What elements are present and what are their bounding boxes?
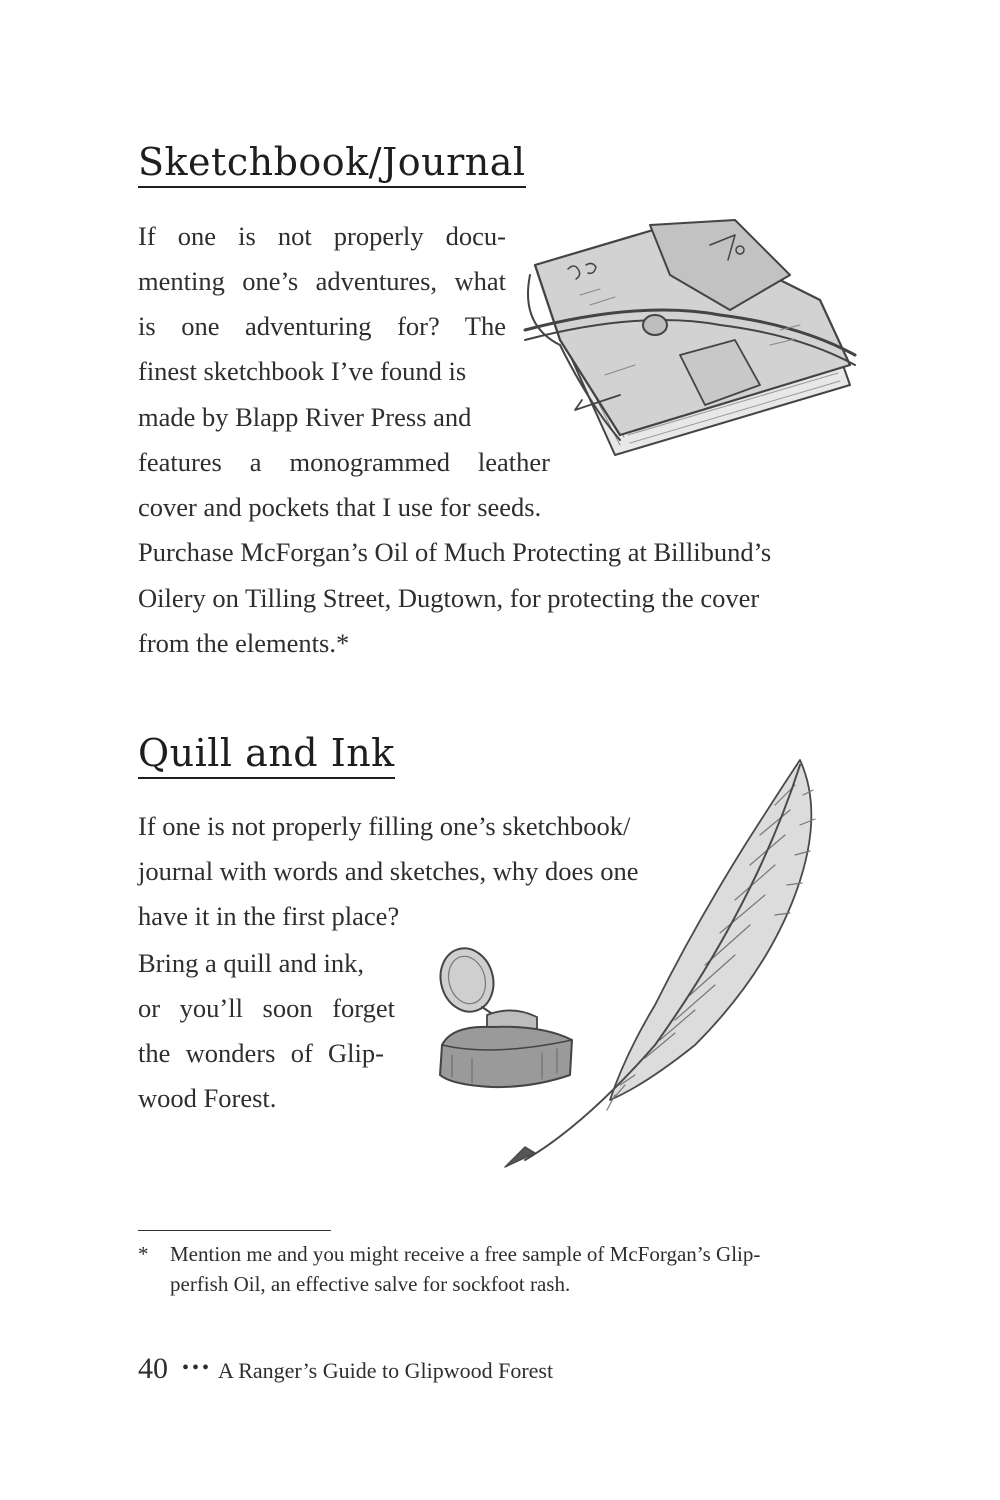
leather-journal-sketch (520, 205, 865, 475)
body-line: Oilery on Tilling Street, Dugtown, for protecting the cover (138, 583, 760, 613)
body-line: menting one’s adventures, what (138, 266, 506, 296)
body-line: features a monogrammed leather (138, 447, 550, 477)
body-line: the wonders of Glip- (138, 1038, 384, 1068)
body-line: journal with words and sketches, why does one (138, 856, 639, 886)
body-line: from the elements.* (138, 628, 350, 658)
footnote-divider (138, 1230, 331, 1231)
body-line: have it in the first place? (138, 901, 400, 931)
body-line: If one is not properly docu- (138, 221, 506, 251)
body-line: finest sketchbook I’ve found is (138, 356, 467, 386)
body-line: wood Forest. (138, 1083, 277, 1113)
footnote-marker: * (138, 1242, 149, 1266)
section-heading-quill: Quill and Ink (138, 733, 395, 779)
body-line: or you’ll soon forget (138, 993, 395, 1023)
section-heading-sketchbook: Sketchbook/Journal (138, 142, 526, 188)
body-line: Bring a quill and ink, (138, 948, 364, 978)
body-line: Purchase McForgan’s Oil of Much Protecting at Billibund’s (138, 537, 772, 567)
body-line: If one is not properly filling one’s sketchbook/ (138, 811, 631, 841)
body-line: cover and pockets that I use for seeds. (138, 492, 542, 522)
footer-separator: ••• (182, 1357, 213, 1379)
body-line: made by Blapp River Press and (138, 402, 472, 432)
footnote-line: Mention me and you might receive a free sample of McForgan’s Glip- (170, 1242, 761, 1266)
page-number: 40 (138, 1352, 168, 1385)
body-line: is one adventuring for? The (138, 311, 506, 341)
page-footer (138, 1352, 553, 1386)
footnote-line: perfish Oil, an effective salve for sockfoot rash. (170, 1272, 571, 1296)
inkwell-sketch (432, 945, 587, 1090)
book-title: A Ranger’s Guide to Glipwood Forest (218, 1358, 554, 1383)
